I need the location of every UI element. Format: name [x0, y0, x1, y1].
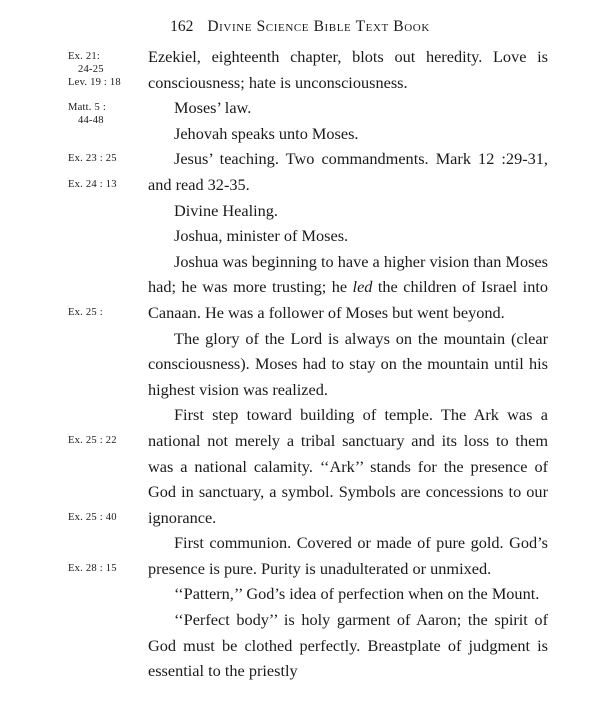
para-jesus-teaching: Jesus’ teaching. Two commandments. Mark 12 :29-31, and read 32-35. — [148, 149, 548, 194]
margin-note-line: 44-48 — [78, 114, 104, 126]
paragraph-text: the children of Israel into Canaan. He was a follower of Moses but went beyond. — [148, 277, 548, 322]
para-first-communion: First communion. Covered or made of pure gold. God’s presence is pure. Purity is unadulterated or unmixed. — [148, 533, 548, 578]
margin-note-line: Ex. 21: — [68, 51, 101, 62]
margin-note-line: Matt. 5 : — [68, 102, 106, 113]
page-title: Divine Science Bible Text Book — [207, 18, 430, 35]
para-divine-healing: Divine Healing. — [174, 200, 278, 220]
note-ex-25 — [0, 307, 140, 320]
note-ex-24-13 — [0, 179, 140, 192]
para-ezekiel: Ezekiel, eighteenth chapter, blots out heredity. Love is consciousness; hate is unconsciousness. — [148, 47, 548, 92]
note-ex-25-22 — [0, 435, 140, 448]
page-number: 162 — [170, 18, 194, 35]
para-glory-of-lord: The glory of the Lord is always on the mountain (clear consciousness). Moses had to stay on the mountain until his highest vision was realized. — [148, 328, 548, 399]
note-ex-21-24-25 — [0, 51, 140, 76]
margin-note-line: Lev. 19 : 18 — [68, 77, 121, 88]
note-ex-28-15 — [0, 563, 140, 576]
margin-note-line: Ex. 24 : 13 — [68, 179, 117, 190]
para-pattern: ‘‘Pattern,’’ God’s idea of perfection when on the Mount. — [174, 584, 540, 604]
note-ex-25-40 — [0, 512, 140, 525]
note-ex-23-25 — [0, 153, 140, 166]
para-jehovah-speaks: Jehovah speaks unto Moses. — [174, 123, 359, 143]
para-perfect-body: ‘‘Perfect body’’ is holy garment of Aaron; the spirit of God must be clothed perfectly. Breastplate of judgment is essential to the priestly — [148, 610, 548, 681]
note-matt-5-44-48 — [0, 102, 140, 127]
para-first-step: First step toward building of temple. The Ark was a national not merely a tribal sanctuary and its loss to them was a national calamity. ‘‘Ark’’ stands for the presence of God in sanctuary, a symbol. Symbols are concessions to our ignorance. — [148, 405, 548, 527]
para-joshua-vision — [148, 249, 548, 326]
para-joshua-minister: Joshua, minister of Moses. — [174, 226, 349, 246]
para-moses-law: Moses’ law. — [174, 98, 252, 118]
emphasis-text: led — [352, 277, 373, 297]
note-lev-19-18 — [0, 77, 140, 90]
page-header — [0, 18, 600, 36]
margin-note-line: Ex. 25 : 22 — [68, 435, 117, 446]
margin-note-line: Ex. 25 : — [68, 307, 103, 318]
page-body — [148, 44, 548, 684]
margin-note-line: Ex. 28 : 15 — [68, 563, 117, 574]
margin-note-line: 24-25 — [78, 63, 104, 75]
margin-note-line: Ex. 25 : 40 — [68, 512, 117, 523]
paragraph-text: Joshua was beginning to have a higher vision than Moses had; he was more trusting; he — [148, 251, 548, 297]
margin-note-line: Ex. 23 : 25 — [68, 153, 117, 164]
